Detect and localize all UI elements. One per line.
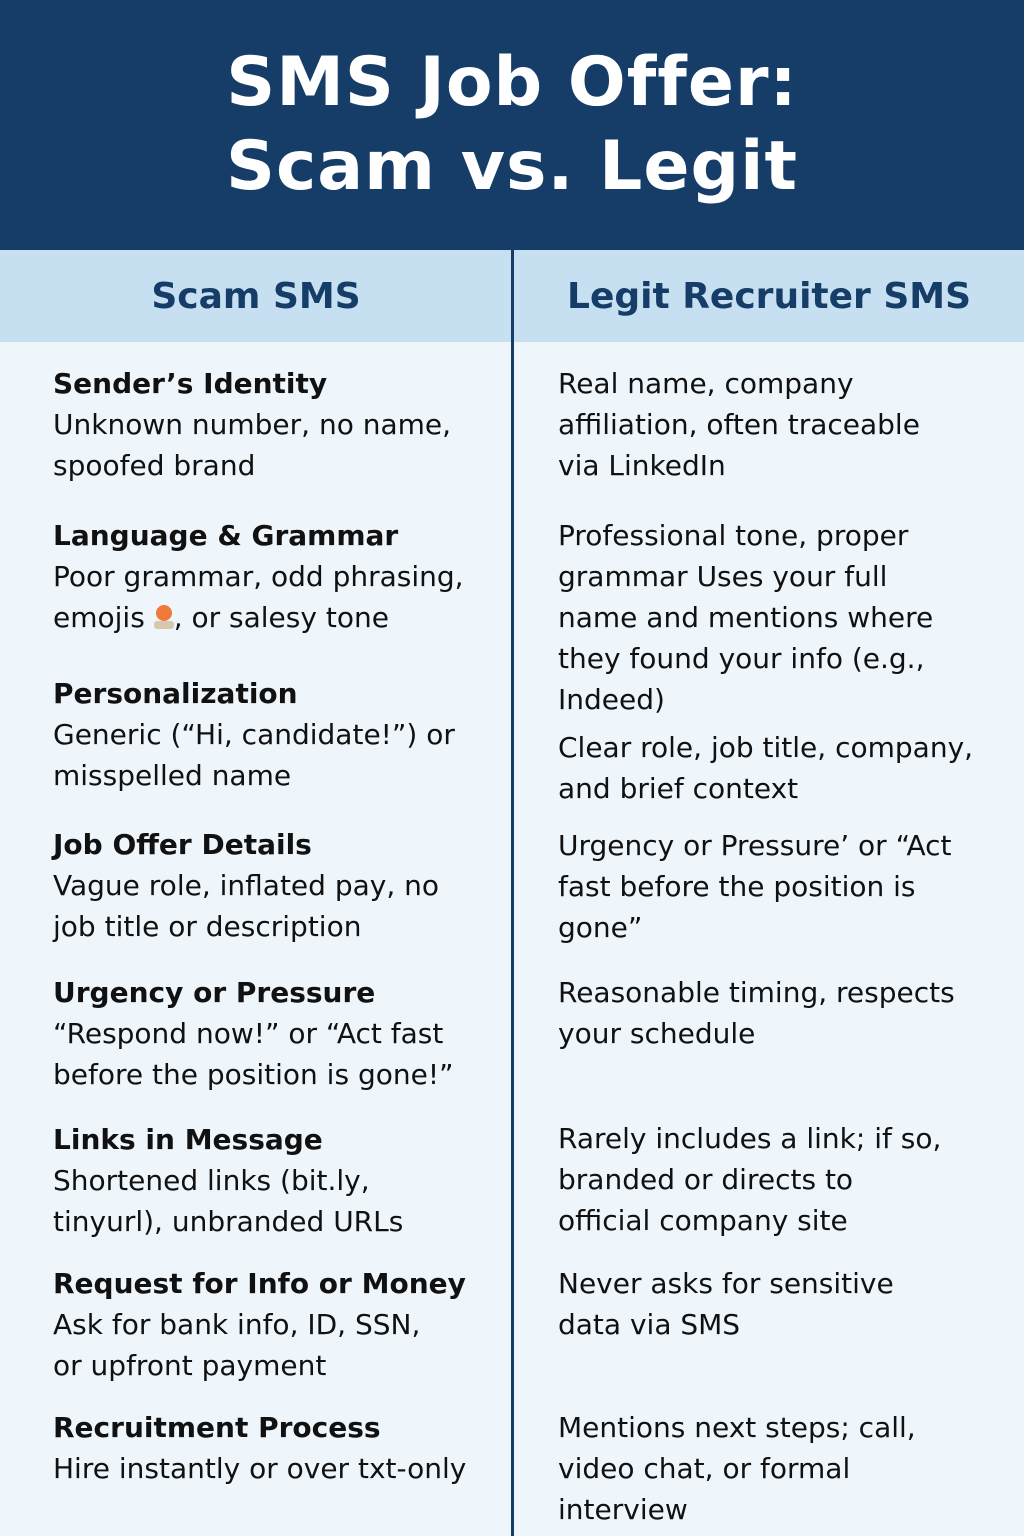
scam-item-text: Ask for bank info, ID, SSN, or upfront payment — [53, 1308, 421, 1382]
legit-item-job-offer-details — [558, 727, 998, 809]
scam-item-job-offer-details — [53, 824, 498, 947]
scam-item-text: Unknown number, no name, spoofed brand — [53, 408, 452, 482]
scam-item-label: Urgency or Pressure — [53, 976, 376, 1009]
column-header-scam: Scam SMS — [151, 275, 361, 317]
scam-item-recruitment-process — [53, 1407, 498, 1489]
scam-item-sender-identity — [53, 363, 498, 486]
legit-item-language-grammar — [558, 515, 998, 720]
scam-item-request-info — [53, 1263, 498, 1386]
legit-item-text: Rarely includes a link; if so, branded or directs to official company site — [558, 1122, 942, 1237]
legit-item-request-info — [558, 1263, 998, 1345]
scam-item-language-grammar — [53, 515, 498, 638]
scam-item-text: Hire instantly or over txt-only — [53, 1452, 467, 1485]
scam-item-urgency — [53, 972, 498, 1095]
scam-item-text-after: , or salesy tone — [173, 601, 389, 634]
title-banner — [0, 0, 1024, 250]
scam-item-links — [53, 1119, 498, 1242]
scam-item-label: Personalization — [53, 677, 298, 710]
column-header-legit: Legit Recruiter SMS — [567, 275, 971, 317]
column-divider — [511, 250, 514, 1536]
emoji-icon — [154, 601, 174, 631]
legit-item-text: Reasonable timing, respects your schedule — [558, 976, 955, 1050]
scam-item-label: Job Offer Details — [53, 828, 312, 861]
legit-item-text: Mentions next steps; call, video chat, or formal interview — [558, 1411, 916, 1526]
page-title-line-1: SMS Job Offer: — [226, 43, 798, 122]
legit-item-links — [558, 1118, 998, 1241]
legit-item-text: Professional tone, proper grammar Uses your full name and mentions where they found your info (e.g., Indeed) — [558, 519, 934, 716]
legit-item-text: Urgency or Pressure’ or “Act fast before the position is gone” — [558, 829, 952, 944]
scam-item-text — [53, 556, 498, 638]
legit-item-urgency — [558, 825, 998, 948]
legit-item-recruitment-process — [558, 1407, 998, 1530]
scam-item-text: “Respond now!” or “Act fast before the position is gone!” — [53, 1017, 454, 1091]
scam-item-text-before: Poor grammar, odd phrasing, emojis — [53, 560, 464, 634]
legit-item-timing — [558, 972, 998, 1054]
legit-item-sender-identity — [558, 363, 998, 486]
page-title-line-2: Scam vs. Legit — [226, 127, 798, 206]
legit-item-text: Clear role, job title, company, and brief context — [558, 731, 974, 805]
scam-item-text: Vague role, inflated pay, no job title or description — [53, 869, 439, 943]
scam-item-text: Generic (“Hi, candidate!”) or misspelled name — [53, 718, 455, 792]
scam-item-label: Language & Grammar — [53, 519, 399, 552]
scam-item-label: Links in Message — [53, 1123, 323, 1156]
scam-item-label: Sender’s Identity — [53, 367, 328, 400]
legit-item-text: Real name, company affiliation, often traceable via LinkedIn — [558, 367, 920, 482]
scam-item-text: Shortened links (bit.ly, tinyurl), unbranded URLs — [53, 1164, 404, 1238]
scam-item-personalization — [53, 673, 498, 796]
legit-item-text: Never asks for sensitive data via SMS — [558, 1267, 894, 1341]
scam-item-label: Recruitment Process — [53, 1411, 381, 1444]
scam-item-label: Request for Info or Money — [53, 1267, 466, 1300]
